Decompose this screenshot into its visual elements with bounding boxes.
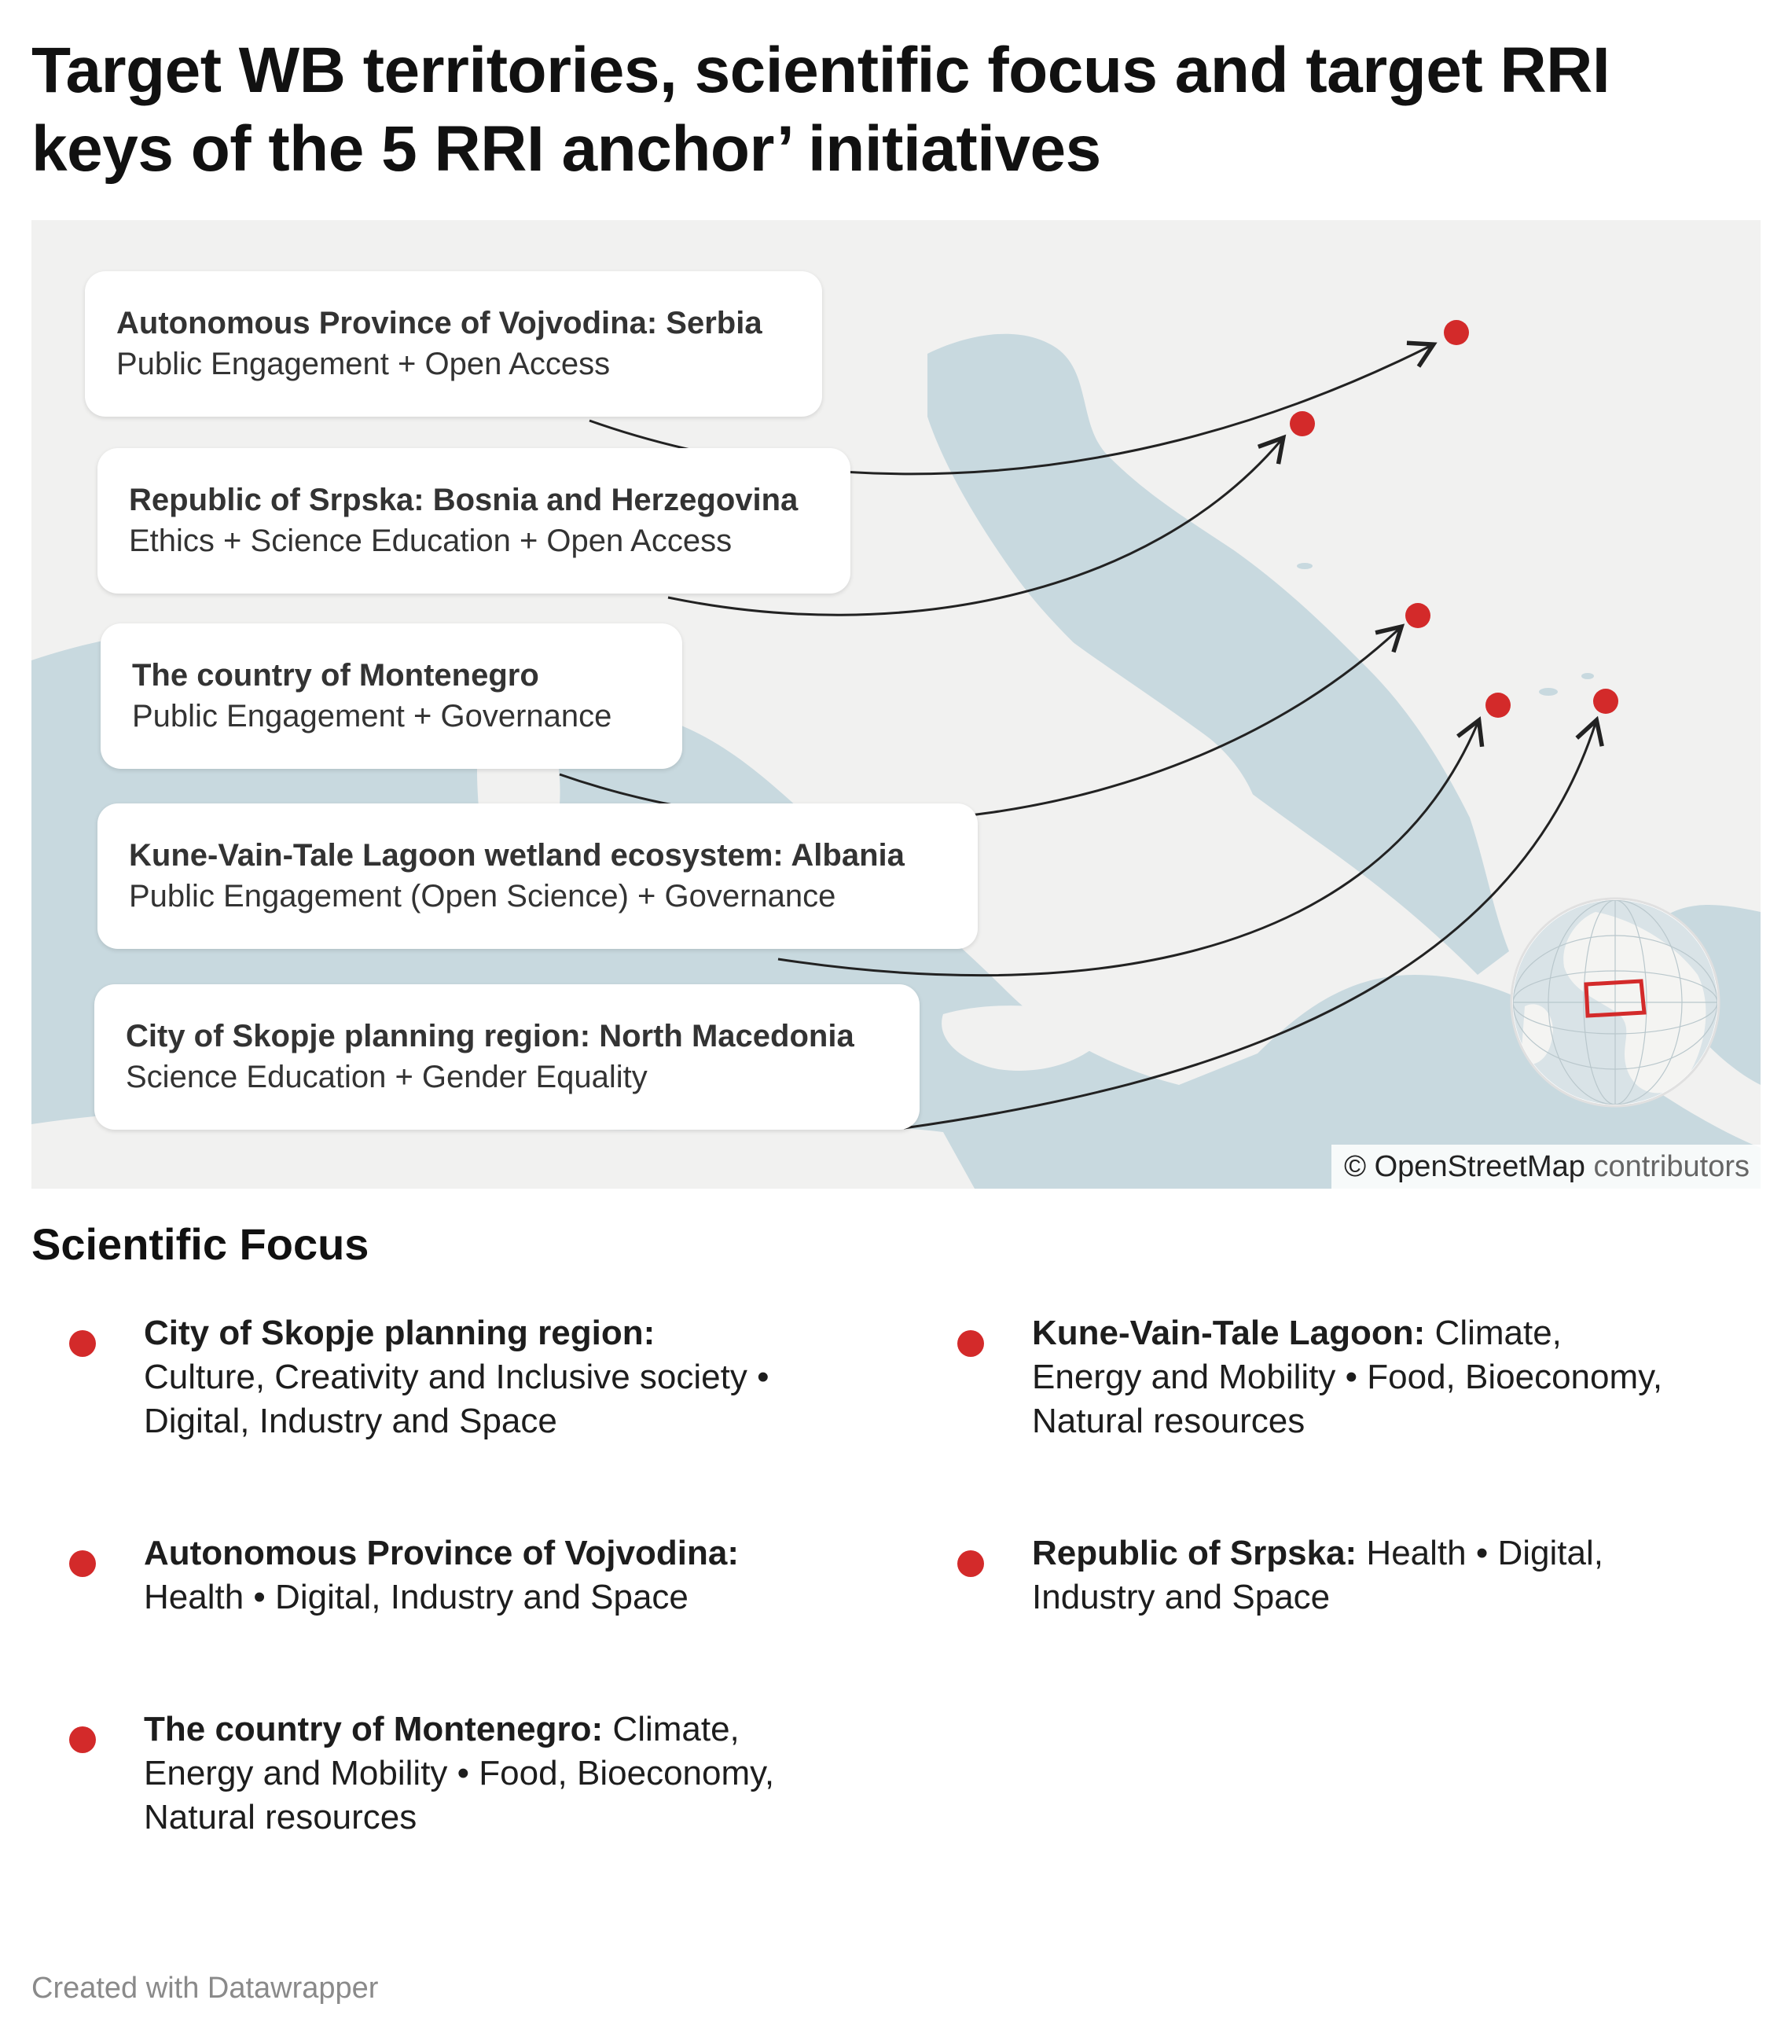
focus-name: Kune-Vain-Tale Lagoon: (1032, 1314, 1426, 1352)
chart-title: Target WB territories, scientific focus and target RRI keys of the 5 RRI anchor’ initiatives (31, 35, 1610, 185)
callout-title: Republic of Srpska: Bosnia and Herzegovina (129, 483, 799, 517)
bullet-dot (69, 1330, 96, 1357)
focus-text: Health • Digital, Industry and Space (1032, 1534, 1603, 1616)
focus-name: Autonomous Province of Vojvodina: (144, 1534, 739, 1572)
footer-credit[interactable]: Created with Datawrapper (31, 1972, 379, 2005)
callout-keys: Science Education + Gender Equality (126, 1060, 648, 1094)
callout-title: City of Skopje planning region: North Macedonia (126, 1019, 854, 1053)
marker-srpska (1290, 411, 1315, 436)
callout-title: Kune-Vain-Tale Lagoon wetland ecosystem: Albania (129, 838, 905, 873)
focus-name: Republic of Srpska: (1032, 1534, 1357, 1572)
callout-keys: Ethics + Science Education + Open Access (129, 524, 733, 558)
focus-text: Climate, Energy and Mobility • Food, Bioeconomy, Natural resources (1032, 1314, 1663, 1440)
marker-montenegro (1405, 603, 1430, 628)
focus-item-vojvodina (69, 1531, 777, 1619)
focus-text: Climate, Energy and Mobility • Food, Bioeconomy, Natural resources (144, 1710, 775, 1836)
callout-kune-vain[interactable] (97, 803, 978, 949)
callout-keys: Public Engagement + Open Access (116, 347, 611, 381)
bullet-dot (69, 1726, 96, 1753)
focus-item-montenegro (69, 1708, 777, 1840)
callout-skopje[interactable] (94, 984, 920, 1130)
bullet-dot (957, 1330, 984, 1357)
focus-item-skopje (69, 1311, 777, 1443)
map[interactable] (31, 220, 1761, 1189)
marker-kune-vain (1485, 693, 1511, 718)
marker-vojvodina (1444, 320, 1469, 345)
map-attribution[interactable] (1331, 1145, 1761, 1189)
connector-montenegro (560, 629, 1399, 822)
attribution-contrib: contributors (1593, 1150, 1750, 1183)
callout-title: Autonomous Province of Vojvodina: Serbia (116, 306, 762, 340)
marker-skopje (1593, 689, 1618, 714)
bullet-dot (69, 1550, 96, 1577)
bullet-dot (957, 1550, 984, 1577)
focus-text: Culture, Creativity and Inclusive society • Digital, Industry and Space (144, 1358, 769, 1440)
callout-keys: Public Engagement (Open Science) + Governance (129, 879, 836, 914)
callout-keys: Public Engagement + Governance (132, 699, 612, 733)
focus-name: The country of Montenegro: (144, 1710, 604, 1748)
focus-text: Health • Digital, Industry and Space (144, 1578, 689, 1616)
focus-item-kune-vain (957, 1311, 1665, 1443)
attribution-link[interactable]: © OpenStreetMap (1344, 1150, 1585, 1183)
callout-montenegro[interactable] (101, 623, 682, 769)
callout-srpska[interactable] (97, 448, 850, 594)
focus-name: City of Skopje planning region: (144, 1314, 655, 1352)
callout-title: The country of Montenegro (132, 658, 539, 693)
callout-vojvodina[interactable] (85, 271, 822, 417)
section-title: Scientific Focus (31, 1219, 369, 1269)
locator-globe (1509, 896, 1721, 1108)
connector-skopje (904, 723, 1596, 1128)
focus-item-srpska (957, 1531, 1665, 1619)
